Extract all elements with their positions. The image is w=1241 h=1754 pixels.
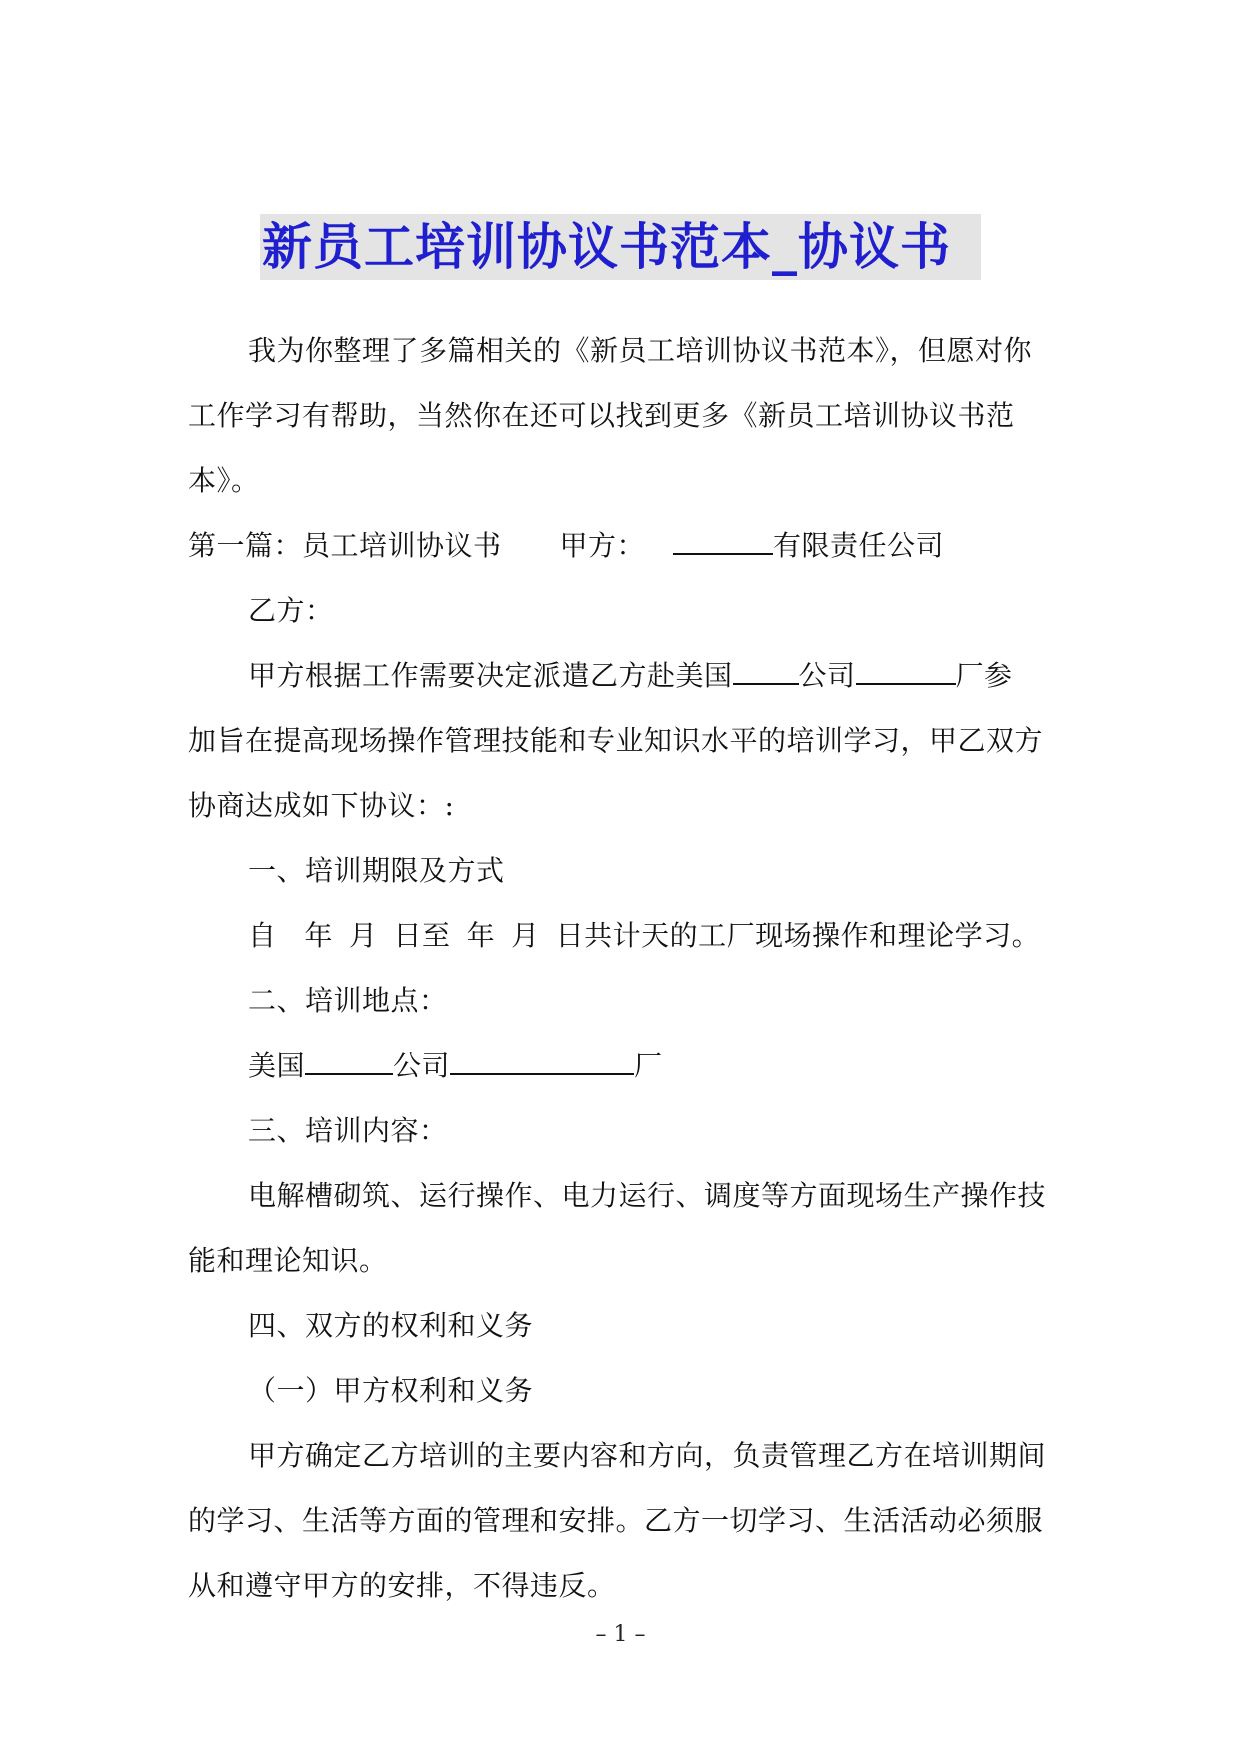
para1-line-1 <box>188 643 1068 708</box>
section1-period-line <box>188 903 1068 968</box>
place-company: 公司 <box>393 1049 451 1082</box>
company-blank <box>733 657 799 685</box>
party-a-label: 甲方： <box>559 529 646 562</box>
section3-line-1: 电解槽砌筑、运行操作、电力运行、调度等方面现场生产操作技 <box>248 1179 1047 1212</box>
section3-line-2: 能和理论知识。 <box>188 1244 388 1277</box>
party-a-blank <box>673 527 773 555</box>
section4-line-2: 的学习、生活等方面的管理和安排。乙方一切学习、生活活动必须服 <box>188 1504 1044 1537</box>
first-piece-line <box>188 513 1068 578</box>
period-year-1: 年 <box>304 919 334 952</box>
period-month-1: 月 <box>349 919 378 952</box>
place-factory: 厂 <box>634 1049 663 1082</box>
section2-place-line <box>188 1033 1068 1098</box>
intro-line-1: 我为你整理了多篇相关的《新员工培训协议书范本》，但愿对你 <box>248 334 1033 367</box>
section2-heading: 二、培训地点： <box>248 984 448 1017</box>
place-factory-blank <box>450 1047 634 1075</box>
para1-line-3: 协商达成如下协议：: <box>188 789 455 822</box>
place-country: 美国 <box>248 1049 306 1082</box>
factory-blank <box>856 657 956 685</box>
period-rest: 日共计天的工厂现场操作和理论学习。 <box>555 919 1041 952</box>
section4-heading: 四、双方的权利和义务 <box>248 1309 534 1342</box>
para1-text-b: 公司 <box>798 659 856 692</box>
place-company-blank <box>305 1047 393 1075</box>
period-month-2: 月 <box>511 919 540 952</box>
para1-text-a: 甲方根据工作需要决定派遣乙方赴美国 <box>248 659 733 692</box>
party-a-suffix: 有限责任公司 <box>773 529 945 562</box>
document-body <box>188 318 1068 1618</box>
intro-line-2: 工作学习有帮助，当然你在还可以找到更多《新员工培训协议书范 <box>188 399 1015 432</box>
title-wrap <box>0 214 1241 280</box>
para1-line-2: 加旨在提高现场操作管理技能和专业知识水平的培训学习，甲乙双方 <box>188 724 1044 757</box>
party-b-line: 乙方： <box>248 594 334 627</box>
page-number: – 1 – <box>595 1622 646 1647</box>
period-from: 自 <box>248 919 277 952</box>
section4-line-3: 从和遵守甲方的安排，不得违反。 <box>188 1569 616 1602</box>
para1-text-c: 厂参 <box>955 659 1013 692</box>
section4-line-1: 甲方确定乙方培训的主要内容和方向，负责管理乙方在培训期间 <box>248 1439 1047 1472</box>
period-day-to: 日至 <box>393 919 451 952</box>
first-piece-label: 第一篇：员工培训协议书 <box>188 529 502 562</box>
section4-sub1: （一）甲方权利和义务 <box>248 1374 534 1407</box>
document-title: 新员工培训协议书范本_协议书 <box>260 214 981 280</box>
section3-heading: 三、培训内容： <box>248 1114 448 1147</box>
period-year-2: 年 <box>466 919 496 952</box>
section1-heading: 一、培训期限及方式 <box>248 854 505 887</box>
intro-line-3: 本》。 <box>188 464 260 497</box>
